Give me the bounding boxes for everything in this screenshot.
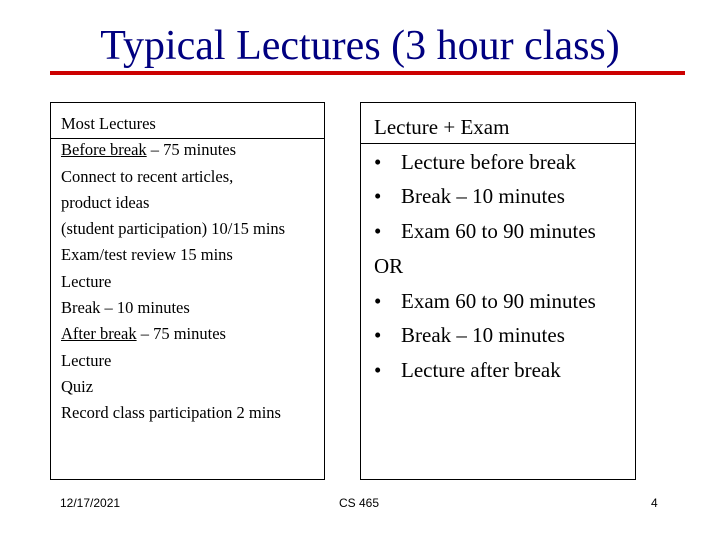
list-item: Quiz xyxy=(61,376,94,396)
bullet-icon: • xyxy=(374,323,382,348)
lecture-exam-list xyxy=(374,110,596,388)
after-break-duration: – 75 minutes xyxy=(136,324,226,344)
list-item: Most Lectures xyxy=(61,114,156,133)
list-item xyxy=(374,318,596,353)
list-item xyxy=(374,284,596,319)
list-item-label: Exam 60 to 90 minutes xyxy=(401,219,596,244)
lecture-exam-box xyxy=(360,102,636,480)
list-item xyxy=(374,214,596,249)
bullet-icon: • xyxy=(374,288,382,313)
bullet-icon: • xyxy=(374,219,382,244)
list-item: Lecture xyxy=(61,350,112,370)
list-item xyxy=(374,179,596,214)
list-item: Connect to recent articles, xyxy=(61,166,234,186)
list-item-label: Break – 10 minutes xyxy=(401,184,565,209)
list-item-label: Lecture before break xyxy=(401,149,576,174)
lecture-exam-heading: Lecture + Exam xyxy=(374,115,510,139)
list-item-label: Lecture after break xyxy=(401,357,561,382)
list-item: Break – 10 minutes xyxy=(61,298,190,318)
bullet-icon: • xyxy=(374,184,382,209)
or-separator: OR xyxy=(374,253,404,278)
list-item-label: Break – 10 minutes xyxy=(401,323,565,348)
list-item: product ideas xyxy=(61,192,150,212)
list-item: (student participation) 10/15 mins xyxy=(61,219,286,239)
most-lectures-box xyxy=(50,102,325,480)
most-lectures-list xyxy=(61,111,285,427)
slide-title: Typical Lectures (3 hour class) xyxy=(100,23,620,69)
list-item: Lecture xyxy=(61,271,112,291)
list-item xyxy=(374,353,596,388)
after-break-label: After break xyxy=(61,324,137,344)
list-item-label: Exam 60 to 90 minutes xyxy=(401,288,596,313)
before-break-duration: – 75 minutes xyxy=(146,140,237,160)
bullet-icon: • xyxy=(374,149,382,174)
footer-course: CS 465 xyxy=(339,496,380,510)
before-break-label: Before break xyxy=(61,140,147,160)
bullet-icon: • xyxy=(374,357,382,382)
list-item: Exam/test review 15 mins xyxy=(61,245,233,265)
footer-date: 12/17/2021 xyxy=(60,496,121,510)
list-item xyxy=(61,321,285,347)
title-underline-rule xyxy=(50,71,685,75)
list-item xyxy=(374,145,596,180)
list-item: Record class participation 2 mins xyxy=(61,403,281,423)
footer-page-number: 4 xyxy=(651,496,658,510)
list-item xyxy=(61,137,285,163)
